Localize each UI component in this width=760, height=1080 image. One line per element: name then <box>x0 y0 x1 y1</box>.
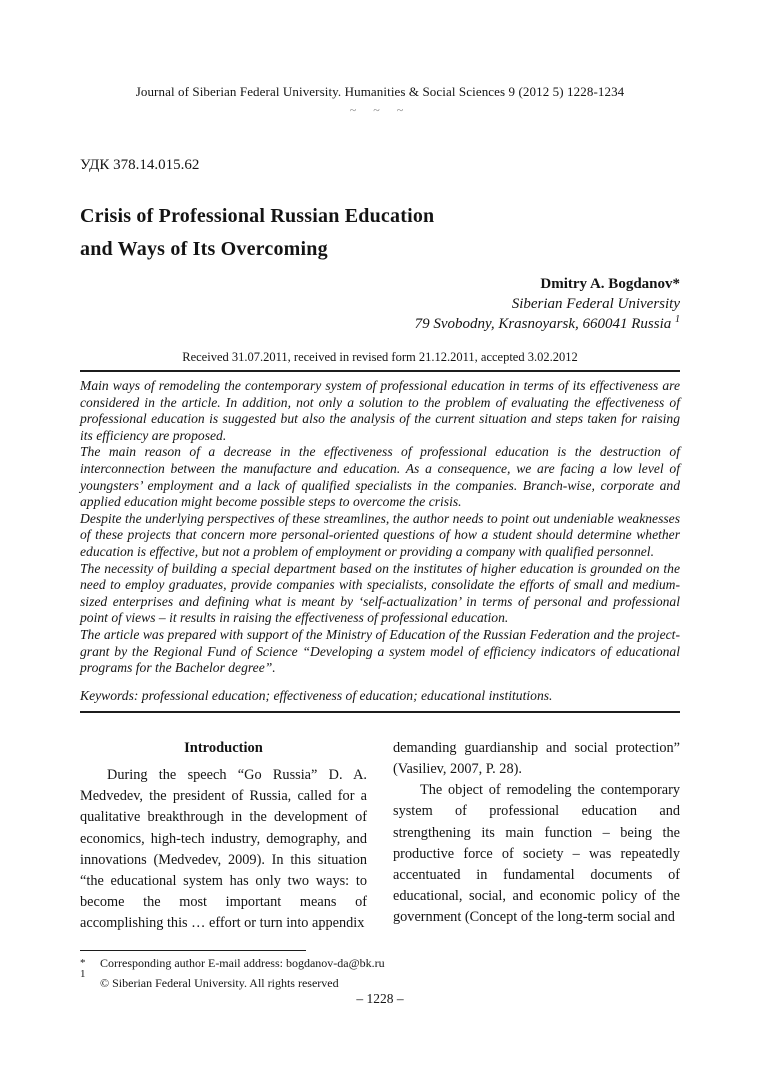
abstract-paragraph: The article was prepared with support of the Ministry of Education of the Russian Federation and the project-grant by the Regional Fund of Science “Developing a system model of efficiency indicators of educational programs for the Bachelor degree”. <box>80 626 680 676</box>
author-footnote-marker: * <box>672 276 680 292</box>
page-content <box>80 0 680 940</box>
footnote-marker: * <box>80 957 86 969</box>
article-title <box>80 200 680 266</box>
abstract <box>80 372 680 677</box>
footnote-rule <box>80 950 306 951</box>
abstract-paragraph: The main reason of a decrease in the effectiveness of professional education is the destruction of interconnection between the manufacture and education. As a consequence, we are facing a low level of youngsters’ employment and a lack of qualified specialists in the companies. Branch-wise, corporate and applied education might become possible steps to overcome the crisis. <box>80 444 680 510</box>
footnote-area <box>80 950 680 993</box>
received-dates-line: Received 31.07.2011, received in revised form 21.12.2011, accepted 3.02.2012 <box>182 350 578 364</box>
section-heading-introduction: Introduction <box>184 739 263 756</box>
two-column-body <box>80 738 680 940</box>
keywords-bottom-rule <box>80 711 680 713</box>
body-paragraph: The object of remodeling the contemporary system of professional education and strengthening its main function – being the productive force of society – was repeatedly accentuated in fundamental documents of educational, social, and economic policy of the government (Concept of the long-term social and <box>393 782 680 926</box>
left-column <box>80 738 367 940</box>
author-affiliation: Siberian Federal University <box>511 296 680 312</box>
author-address: 79 Svobodny, Krasnoyarsk, 660041 Russia $^1$ <box>414 314 680 332</box>
article-title-line2: and Ways of Its Overcoming <box>80 238 328 260</box>
udk-code: УДК 378.14.015.62 <box>80 157 200 173</box>
address-footnote-marker: 1 <box>675 314 680 325</box>
author-block <box>80 274 680 334</box>
keywords-line: Keywords: professional education; effectiveness of education; educational institutions. <box>80 687 553 703</box>
footnote-marker: 1 <box>80 967 86 980</box>
page-number: – 1228 – <box>356 991 404 1006</box>
footnote-text: © Siberian Federal University. All rights reserved <box>100 975 339 990</box>
right-column <box>393 738 680 940</box>
article-title-line1: Crisis of Professional Russian Education <box>80 205 435 227</box>
journal-header: Journal of Siberian Federal University. Humanities & Social Sciences 9 (2012 5) 1228-1234 <box>135 84 625 99</box>
footnote-text: Corresponding author E-mail address: bogdanov-da@bk.ru <box>100 956 385 970</box>
body-paragraph: During the speech “Go Russia” D. A. Medvedev, the president of Russia, called for a qualitative breakthrough in the development of economics, high-tech industry, demography, and innovations (Medvedev, 2009). In this situation “the educational system has only two ways: to become the most important means of accomplishing this … effort or turn into appendix <box>80 766 367 932</box>
abstract-paragraph: Despite the underlying perspectives of these streamlines, the author needs to point out undeniable weaknesses of these projects that concern more personal-oriented questions of how a student should determine whether education is effective, but not a problem of employment or providing a company with qualified personnel. <box>80 510 680 559</box>
author-name: Dmitry A. Bogdanov* <box>540 276 680 292</box>
footnote-corresponding-author <box>80 954 680 974</box>
tilde-ornament: ~ ~ ~ <box>349 103 411 117</box>
abstract-paragraph: The necessity of building a special department based on the institutes of higher education is grounded on the need to employ graduates, provide companies with specialists, consolidate the efforts of small and medium-sized enterprises and defining what is meant by ‘self-actualization’ in terms of personal and professional point of views – it results in raising the effectiveness of professional education. <box>80 560 680 626</box>
body-paragraph: demanding guardianship and social protection” (Vasiliev, 2007, P. 28). <box>393 739 680 777</box>
abstract-paragraph: Main ways of remodeling the contemporary system of professional education in terms of its effectiveness are considered in the article. In addition, not only a solution to the problem of evaluating the effectiveness of professional education is suggested but also the analysis of the current situation and steps taken for raising its efficiency are proposed. <box>80 378 680 443</box>
